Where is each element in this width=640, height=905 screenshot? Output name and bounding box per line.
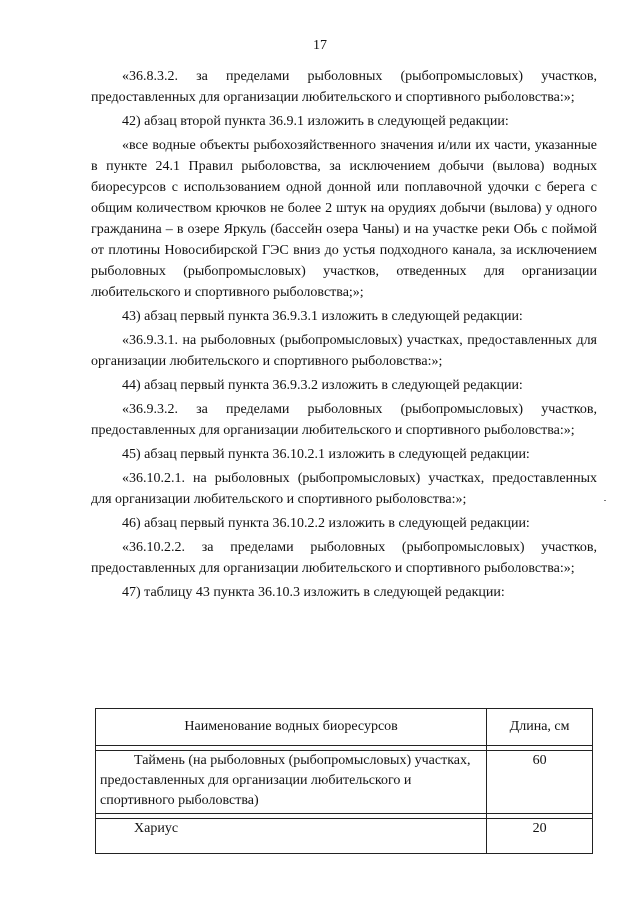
document-body: [91, 66, 597, 606]
bioresources-table: [95, 708, 593, 854]
row-length-cell: 20: [487, 819, 593, 854]
paragraph-item-42: 42) абзац второй пункта 36.9.1 изложить в следующей редакции:: [122, 114, 509, 129]
header-name: Наименование водных биоресурсов: [96, 709, 487, 746]
row-name-text: Хариус: [134, 821, 179, 836]
header-length: Длина, см: [487, 709, 593, 746]
paragraph-36-9-1-text: «все водные объекты рыбохозяйственного значения и/или их части, указанные в пункте 24.1 Правил рыболовства, за исключением добычи (вылова) водных биоресурсов с использованием одной донной или поплавочной удочки с берега с общим количеством крючков не более 2 штук на орудиях добычи (вылова) у одного гражданина – в озере Яркуль (бассейн озера Чаны) и на участке реки Обь с поймой от плотины Новосибирской ГЭС вниз до устья подходного канала, за исключением рыболовных (рыбопромысловых) участков, отведенных для организации любительского и спортивного рыболовства;»;: [91, 138, 597, 300]
table-43: [95, 708, 593, 854]
table-header-row: [96, 709, 593, 746]
paragraph-item-46: 46) абзац первый пункта 36.10.2.2 изложить в следующей редакции:: [122, 516, 530, 531]
paragraph-item-45: 45) абзац первый пункта 36.10.2.1 изложить в следующей редакции:: [122, 447, 530, 462]
paragraph-36-10-2-1: «36.10.2.1. на рыболовных (рыбопромысловых) участках, предоставленных для организации любительского и спортивного рыболовства:»;: [91, 471, 597, 507]
paragraph-item-47: 47) таблицу 43 пункта 36.10.3 изложить в следующей редакции:: [122, 585, 505, 600]
table-row: [96, 819, 593, 854]
row-name-cell: [96, 819, 487, 854]
paragraph-36-9-3-1: «36.9.3.1. на рыболовных (рыбопромысловых) участках, предоставленных для организации любительского и спортивного рыболовства:»;: [91, 333, 597, 369]
table-row: [96, 751, 593, 814]
row-name-text: Таймень (на рыболовных (рыбопромысловых) участках, предоставленных для организации любительского и спортивного рыболовства): [100, 753, 471, 808]
paragraph-item-43: 43) абзац первый пункта 36.9.3.1 изложить в следующей редакции:: [122, 309, 523, 324]
page-number: 17: [313, 38, 327, 53]
row-length-cell: 60: [487, 751, 593, 814]
scan-mark: [604, 500, 606, 501]
paragraph-36-8-3-2: «36.8.3.2. за пределами рыболовных (рыбопромысловых) участков, предоставленных для организации любительского и спортивного рыболовства:»;: [91, 69, 597, 105]
row-name-cell: [96, 751, 487, 814]
paragraph-item-44: 44) абзац первый пункта 36.9.3.2 изложить в следующей редакции:: [122, 378, 523, 393]
paragraph-36-9-3-2: «36.9.3.2. за пределами рыболовных (рыбопромысловых) участков, предоставленных для организации любительского и спортивного рыболовства:»;: [91, 402, 597, 438]
paragraph-36-10-2-2: «36.10.2.2. за пределами рыболовных (рыбопромысловых) участков, предоставленных для организации любительского и спортивного рыболовства:»;: [91, 540, 597, 576]
